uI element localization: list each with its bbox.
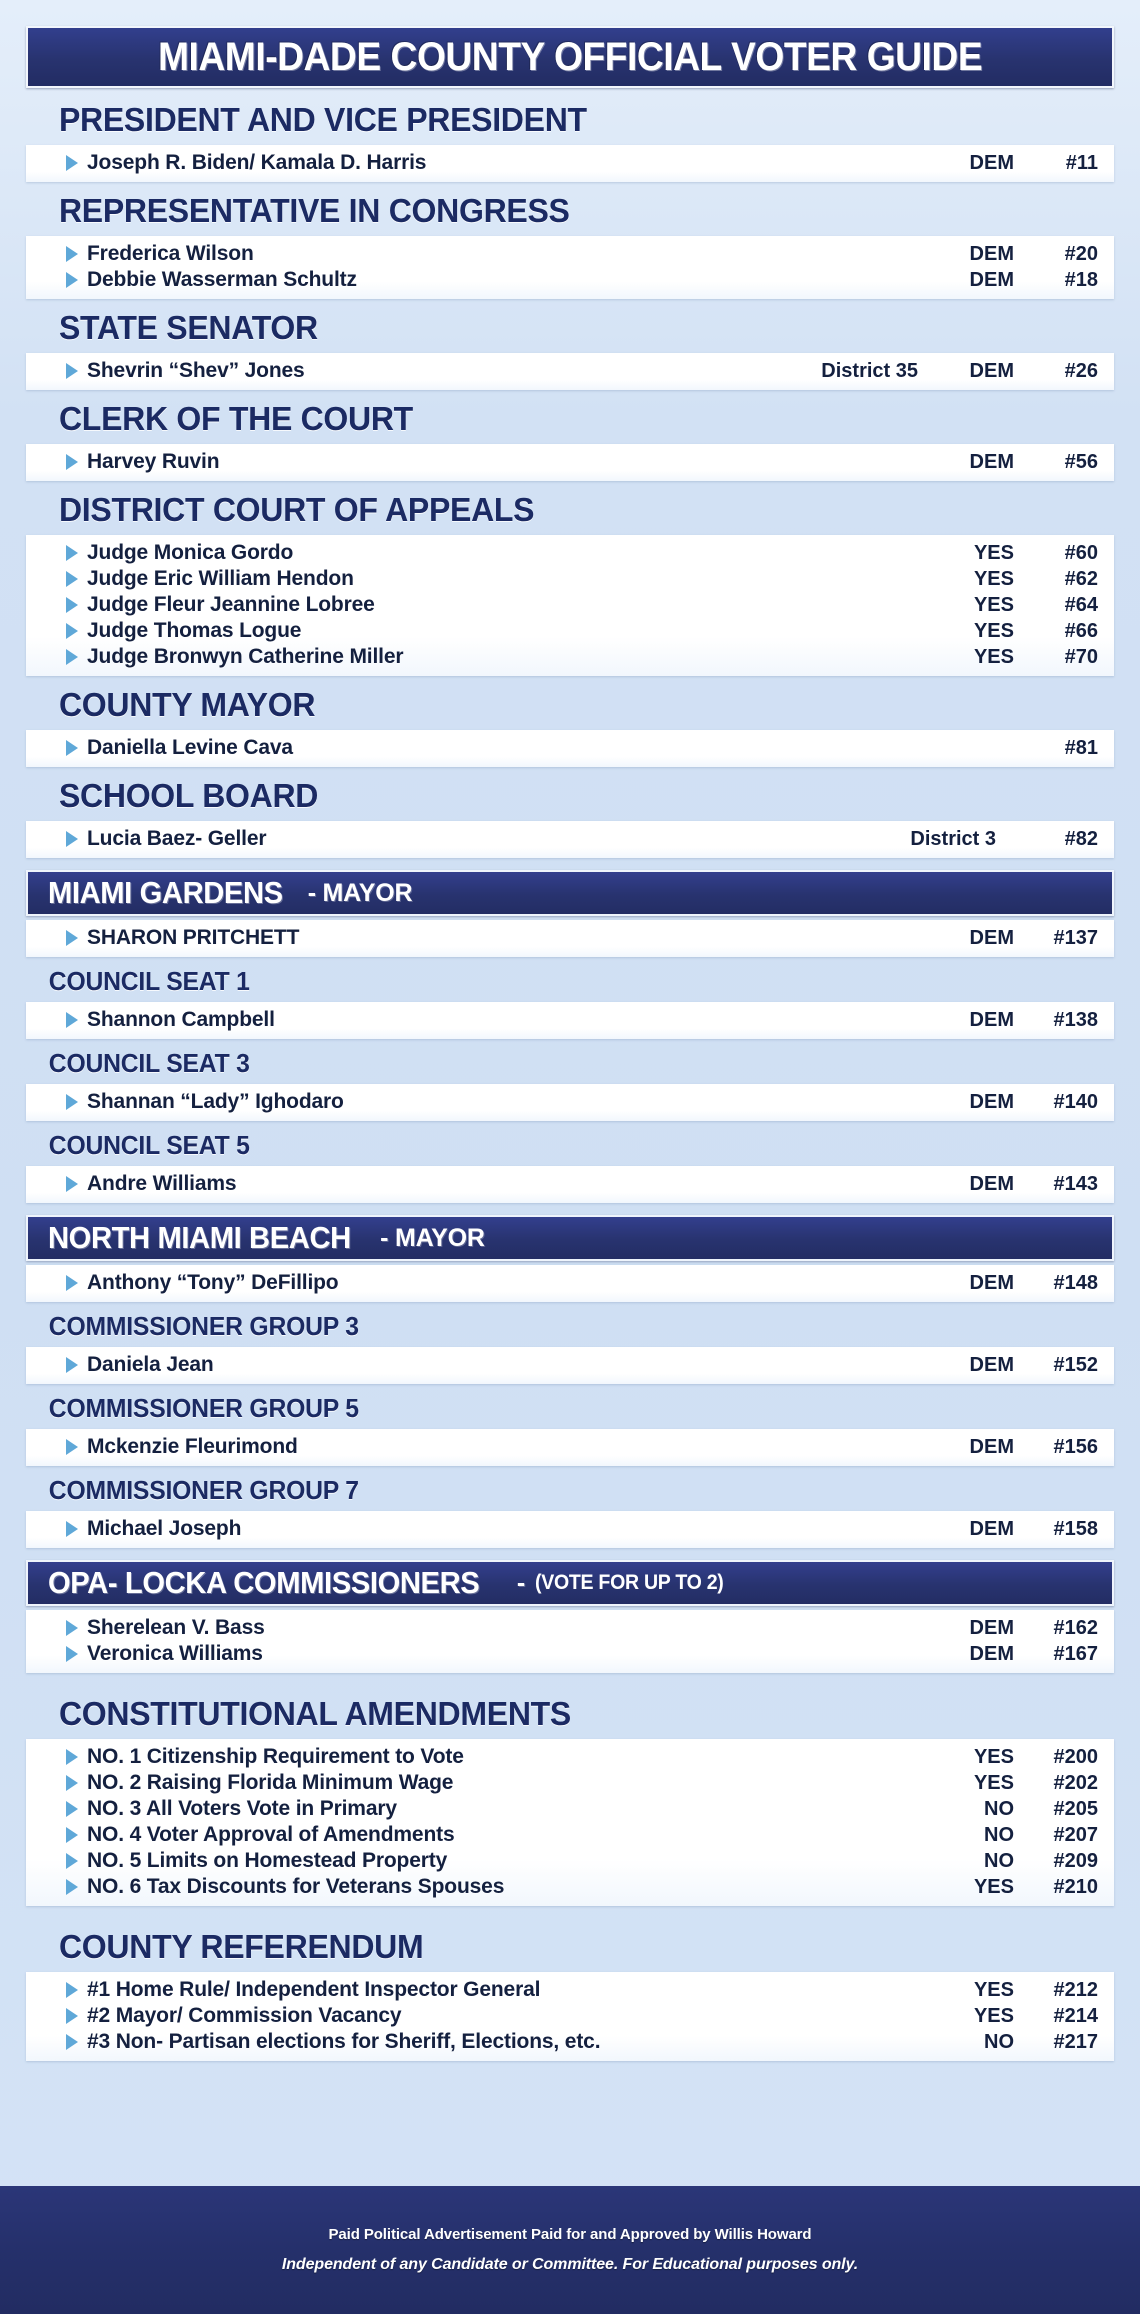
triangle-bullet-icon (66, 740, 78, 756)
candidate-name: Frederica Wilson (87, 242, 254, 265)
ballot-number: #217 (1053, 2030, 1098, 2053)
ballot-number: #205 (1053, 1797, 1098, 1820)
party-or-vote-label: YES (973, 619, 1014, 642)
district-label: District 35 (821, 359, 918, 382)
candidate-name: Shevrin “Shev” Jones (87, 359, 305, 382)
candidate-row (26, 1770, 1114, 1796)
ballot-number: #210 (1053, 1875, 1098, 1898)
candidate-row (26, 735, 1114, 761)
candidate-row (26, 925, 1114, 951)
party-or-vote-label: DEM (969, 1616, 1014, 1639)
referendum-rows-card (26, 1972, 1114, 2061)
city-banner-north-miami-beach (26, 1215, 1114, 1261)
office-rows (26, 535, 1114, 676)
party-or-vote-label: YES (973, 541, 1014, 564)
office-heading: PRESIDENT AND VICE PRESIDENT (58, 101, 587, 138)
triangle-bullet-icon (66, 1275, 78, 1291)
office-heading: COUNTY MAYOR (58, 686, 316, 723)
candidate-row (26, 1352, 1114, 1378)
office-rows (26, 1265, 1114, 1302)
triangle-bullet-icon (66, 454, 78, 470)
office-subheading: COUNCIL SEAT 5 (48, 1130, 250, 1160)
candidate-row (26, 1874, 1114, 1900)
city-banner-opa-locka (26, 1560, 1114, 1606)
triangle-bullet-icon (66, 597, 78, 613)
page-title: MIAMI-DADE COUNTY OFFICIAL VOTER GUIDE (157, 34, 983, 79)
ballot-number: #214 (1053, 2004, 1098, 2027)
triangle-bullet-icon (66, 2034, 78, 2050)
ballot-number: #167 (1053, 1642, 1098, 1665)
office-rows (26, 1084, 1114, 1121)
office-subheading: COMMISSIONER GROUP 5 (48, 1393, 359, 1423)
party-or-vote-label: DEM (969, 359, 1014, 382)
candidate-row (26, 618, 1114, 644)
triangle-bullet-icon (66, 246, 78, 262)
office-rows (26, 730, 1114, 767)
candidate-name: NO. 5 Limits on Homestead Property (87, 1849, 448, 1872)
office-subheading: COMMISSIONER GROUP 7 (48, 1475, 359, 1505)
candidate-name: Anthony “Tony” DeFillipo (87, 1271, 339, 1294)
office-rows (26, 1347, 1114, 1384)
ballot-number: #60 (1064, 541, 1098, 564)
office-rows (26, 145, 1114, 182)
ballot-number: #26 (1064, 359, 1098, 382)
office-rows (26, 1002, 1114, 1039)
party-or-vote-label: DEM (969, 1090, 1014, 1113)
candidate-name: NO. 3 All Voters Vote in Primary (87, 1797, 397, 1820)
party-or-vote-label: DEM (969, 1353, 1014, 1376)
candidate-row (26, 1007, 1114, 1033)
candidate-name: Veronica Williams (87, 1642, 263, 1665)
triangle-bullet-icon (66, 272, 78, 288)
ballot-number: #202 (1053, 1771, 1098, 1794)
opa-locka-dash: - (516, 1568, 525, 1597)
opa-locka-vote-note: (VOTE FOR UP TO 2) (535, 1571, 724, 1594)
triangle-bullet-icon (66, 545, 78, 561)
ballot-number: #70 (1064, 645, 1098, 668)
office-heading: DISTRICT COURT OF APPEALS (58, 491, 535, 528)
candidate-row (26, 1434, 1114, 1460)
triangle-bullet-icon (66, 1357, 78, 1373)
party-or-vote-label: YES (973, 2004, 1014, 2027)
candidate-name: Judge Monica Gordo (87, 541, 294, 564)
disclaimer-line-1: Paid Political Advertisement Paid for and Approved by Willis Howard (328, 2226, 812, 2243)
opa-locka-rows (26, 1610, 1114, 1673)
candidate-row (26, 1641, 1114, 1667)
candidate-name: Judge Thomas Logue (87, 619, 302, 642)
office-rows (26, 1610, 1114, 1673)
triangle-bullet-icon (66, 1094, 78, 1110)
party-or-vote-label: DEM (969, 450, 1014, 473)
ballot-number: #137 (1053, 926, 1098, 949)
city-office-north-miami-beach: - MAYOR (380, 1223, 485, 1252)
candidate-row (26, 449, 1114, 475)
candidate-name: #1 Home Rule/ Independent Inspector General (87, 1978, 541, 2001)
triangle-bullet-icon (66, 831, 78, 847)
ballot-number: #209 (1053, 1849, 1098, 1872)
candidate-name: NO. 2 Raising Florida Minimum Wage (87, 1771, 454, 1794)
city-name-opa-locka: OPA- LOCKA COMMISSIONERS (48, 1565, 480, 1600)
candidate-row (26, 592, 1114, 618)
county-sections (26, 94, 1114, 858)
triangle-bullet-icon (66, 1801, 78, 1817)
spacer-referendum (26, 1909, 1114, 1921)
triangle-bullet-icon (66, 1646, 78, 1662)
office-rows (26, 236, 1114, 299)
office-rows (26, 1429, 1114, 1466)
city-name-north-miami-beach: NORTH MIAMI BEACH (48, 1220, 351, 1255)
office-rows (26, 1166, 1114, 1203)
candidate-row (26, 1744, 1114, 1770)
office-rows (26, 821, 1114, 858)
triangle-bullet-icon (66, 2008, 78, 2024)
city-name-miami-gardens: MIAMI GARDENS (48, 875, 283, 910)
triangle-bullet-icon (66, 1827, 78, 1843)
ballot-number: #62 (1064, 567, 1098, 590)
spacer-amendments (26, 1676, 1114, 1688)
triangle-bullet-icon (66, 1439, 78, 1455)
candidate-name: #2 Mayor/ Commission Vacancy (87, 2004, 402, 2027)
disclaimer-footer (0, 2186, 1140, 2314)
north-miami-beach-groups (26, 1265, 1114, 1548)
party-or-vote-label: DEM (969, 1435, 1014, 1458)
ballot-number: #156 (1053, 1435, 1098, 1458)
party-or-vote-label: YES (973, 1978, 1014, 2001)
candidate-row (26, 150, 1114, 176)
triangle-bullet-icon (66, 1982, 78, 1998)
office-rows (26, 1511, 1114, 1548)
candidate-name: Michael Joseph (87, 1517, 242, 1540)
candidate-name: Judge Fleur Jeannine Lobree (87, 593, 375, 616)
triangle-bullet-icon (66, 1620, 78, 1636)
candidate-name: Harvey Ruvin (87, 450, 220, 473)
ballot-number: #18 (1064, 268, 1098, 291)
triangle-bullet-icon (66, 1749, 78, 1765)
candidate-row (26, 2029, 1114, 2055)
ballot-number: #56 (1064, 450, 1098, 473)
amendment-rows-card (26, 1739, 1114, 1906)
candidate-row (26, 540, 1114, 566)
party-or-vote-label: NO (984, 1797, 1014, 1820)
triangle-bullet-icon (66, 1879, 78, 1895)
party-or-vote-label: NO (984, 1823, 1014, 1846)
party-or-vote-label: DEM (969, 926, 1014, 949)
triangle-bullet-icon (66, 363, 78, 379)
triangle-bullet-icon (66, 1176, 78, 1192)
triangle-bullet-icon (66, 1853, 78, 1869)
candidate-row (26, 1270, 1114, 1296)
office-subheading: COMMISSIONER GROUP 3 (48, 1311, 359, 1341)
office-heading: SCHOOL BOARD (58, 777, 319, 814)
candidate-row (26, 1516, 1114, 1542)
triangle-bullet-icon (66, 155, 78, 171)
constitutional-amendment-rows (26, 1739, 1114, 1906)
district-label: District 3 (910, 827, 996, 850)
candidate-row (26, 1822, 1114, 1848)
ballot-number: #64 (1064, 593, 1098, 616)
candidate-name: Debbie Wasserman Schultz (87, 268, 357, 291)
triangle-bullet-icon (66, 649, 78, 665)
candidate-row (26, 1977, 1114, 2003)
candidate-row (26, 1848, 1114, 1874)
heading-county-referendum: COUNTY REFERENDUM (58, 1928, 424, 1965)
office-heading: STATE SENATOR (58, 309, 318, 346)
ballot-number: #66 (1064, 619, 1098, 642)
heading-constitutional-amendments: CONSTITUTIONAL AMENDMENTS (58, 1695, 571, 1732)
party-or-vote-label: YES (973, 1771, 1014, 1794)
candidate-row (26, 644, 1114, 670)
office-rows (26, 920, 1114, 957)
candidate-row (26, 358, 1114, 384)
party-or-vote-label: NO (984, 2030, 1014, 2053)
ballot-number: #11 (1065, 151, 1098, 174)
candidate-name: Judge Eric William Hendon (87, 567, 354, 590)
office-subheading: COUNCIL SEAT 1 (48, 966, 250, 996)
candidate-name: Shannon Campbell (87, 1008, 275, 1031)
candidate-name: Daniela Jean (87, 1353, 214, 1376)
office-heading: CLERK OF THE COURT (58, 400, 413, 437)
county-referendum-rows (26, 1972, 1114, 2061)
candidate-row (26, 826, 1114, 852)
ballot-number: #20 (1064, 242, 1098, 265)
ballot-number: #143 (1053, 1172, 1098, 1195)
city-office-miami-gardens: - MAYOR (307, 878, 413, 907)
ballot-number: #138 (1053, 1008, 1098, 1031)
ballot-number: #158 (1053, 1517, 1098, 1540)
office-subheading: COUNCIL SEAT 3 (48, 1048, 250, 1078)
ballot-number: #162 (1053, 1616, 1098, 1639)
party-or-vote-label: YES (973, 645, 1014, 668)
party-or-vote-label: DEM (969, 268, 1014, 291)
ballot-number: #200 (1053, 1745, 1098, 1768)
city-banner-miami-gardens (26, 870, 1114, 916)
party-or-vote-label: DEM (969, 1271, 1014, 1294)
candidate-row (26, 566, 1114, 592)
party-or-vote-label: YES (973, 1875, 1014, 1898)
party-or-vote-label: DEM (969, 1172, 1014, 1195)
ballot-number: #82 (1064, 827, 1098, 850)
party-or-vote-label: DEM (969, 242, 1014, 265)
candidate-row (26, 2003, 1114, 2029)
triangle-bullet-icon (66, 930, 78, 946)
ballot-number: #212 (1053, 1978, 1098, 2001)
candidate-name: Mckenzie Fleurimond (87, 1435, 298, 1458)
candidate-name: #3 Non- Partisan elections for Sheriff, Elections, etc. (87, 2030, 601, 2053)
party-or-vote-label: DEM (969, 1642, 1014, 1665)
page-title-banner (26, 26, 1114, 88)
office-rows (26, 444, 1114, 481)
candidate-name: NO. 4 Voter Approval of Amendments (87, 1823, 455, 1846)
candidate-name: NO. 1 Citizenship Requirement to Vote (87, 1745, 464, 1768)
candidate-name: Shannan “Lady” Ighodaro (87, 1090, 344, 1113)
candidate-row (26, 241, 1114, 267)
candidate-name: Sherelean V. Bass (87, 1616, 265, 1639)
miami-gardens-groups (26, 920, 1114, 1203)
office-heading: REPRESENTATIVE IN CONGRESS (58, 192, 570, 229)
office-rows (26, 353, 1114, 390)
ballot-number: #207 (1053, 1823, 1098, 1846)
party-or-vote-label: DEM (969, 151, 1014, 174)
candidate-name: Lucia Baez- Geller (87, 827, 267, 850)
party-or-vote-label: DEM (969, 1008, 1014, 1031)
candidate-row (26, 1089, 1114, 1115)
candidate-name: Andre Williams (87, 1172, 237, 1195)
candidate-row (26, 267, 1114, 293)
candidate-row (26, 1615, 1114, 1641)
ballot-number: #140 (1053, 1090, 1098, 1113)
triangle-bullet-icon (66, 623, 78, 639)
party-or-vote-label: DEM (969, 1517, 1014, 1540)
party-or-vote-label: YES (973, 593, 1014, 616)
ballot-number: #152 (1053, 1353, 1098, 1376)
party-or-vote-label: YES (973, 567, 1014, 590)
candidate-name: SHARON PRITCHETT (87, 926, 300, 949)
party-or-vote-label: YES (973, 1745, 1014, 1768)
triangle-bullet-icon (66, 571, 78, 587)
ballot-number: #148 (1053, 1271, 1098, 1294)
ballot-number: #81 (1064, 736, 1098, 759)
triangle-bullet-icon (66, 1521, 78, 1537)
party-or-vote-label: NO (984, 1849, 1014, 1872)
disclaimer-line-2: Independent of any Candidate or Committee. For Educational purposes only. (281, 2256, 859, 2273)
candidate-name: NO. 6 Tax Discounts for Veterans Spouses (87, 1875, 505, 1898)
candidate-row (26, 1796, 1114, 1822)
triangle-bullet-icon (66, 1775, 78, 1791)
triangle-bullet-icon (66, 1012, 78, 1028)
candidate-name: Joseph R. Biden/ Kamala D. Harris (87, 151, 427, 174)
candidate-name: Judge Bronwyn Catherine Miller (87, 645, 404, 668)
candidate-name: Daniella Levine Cava (87, 736, 293, 759)
candidate-row (26, 1171, 1114, 1197)
